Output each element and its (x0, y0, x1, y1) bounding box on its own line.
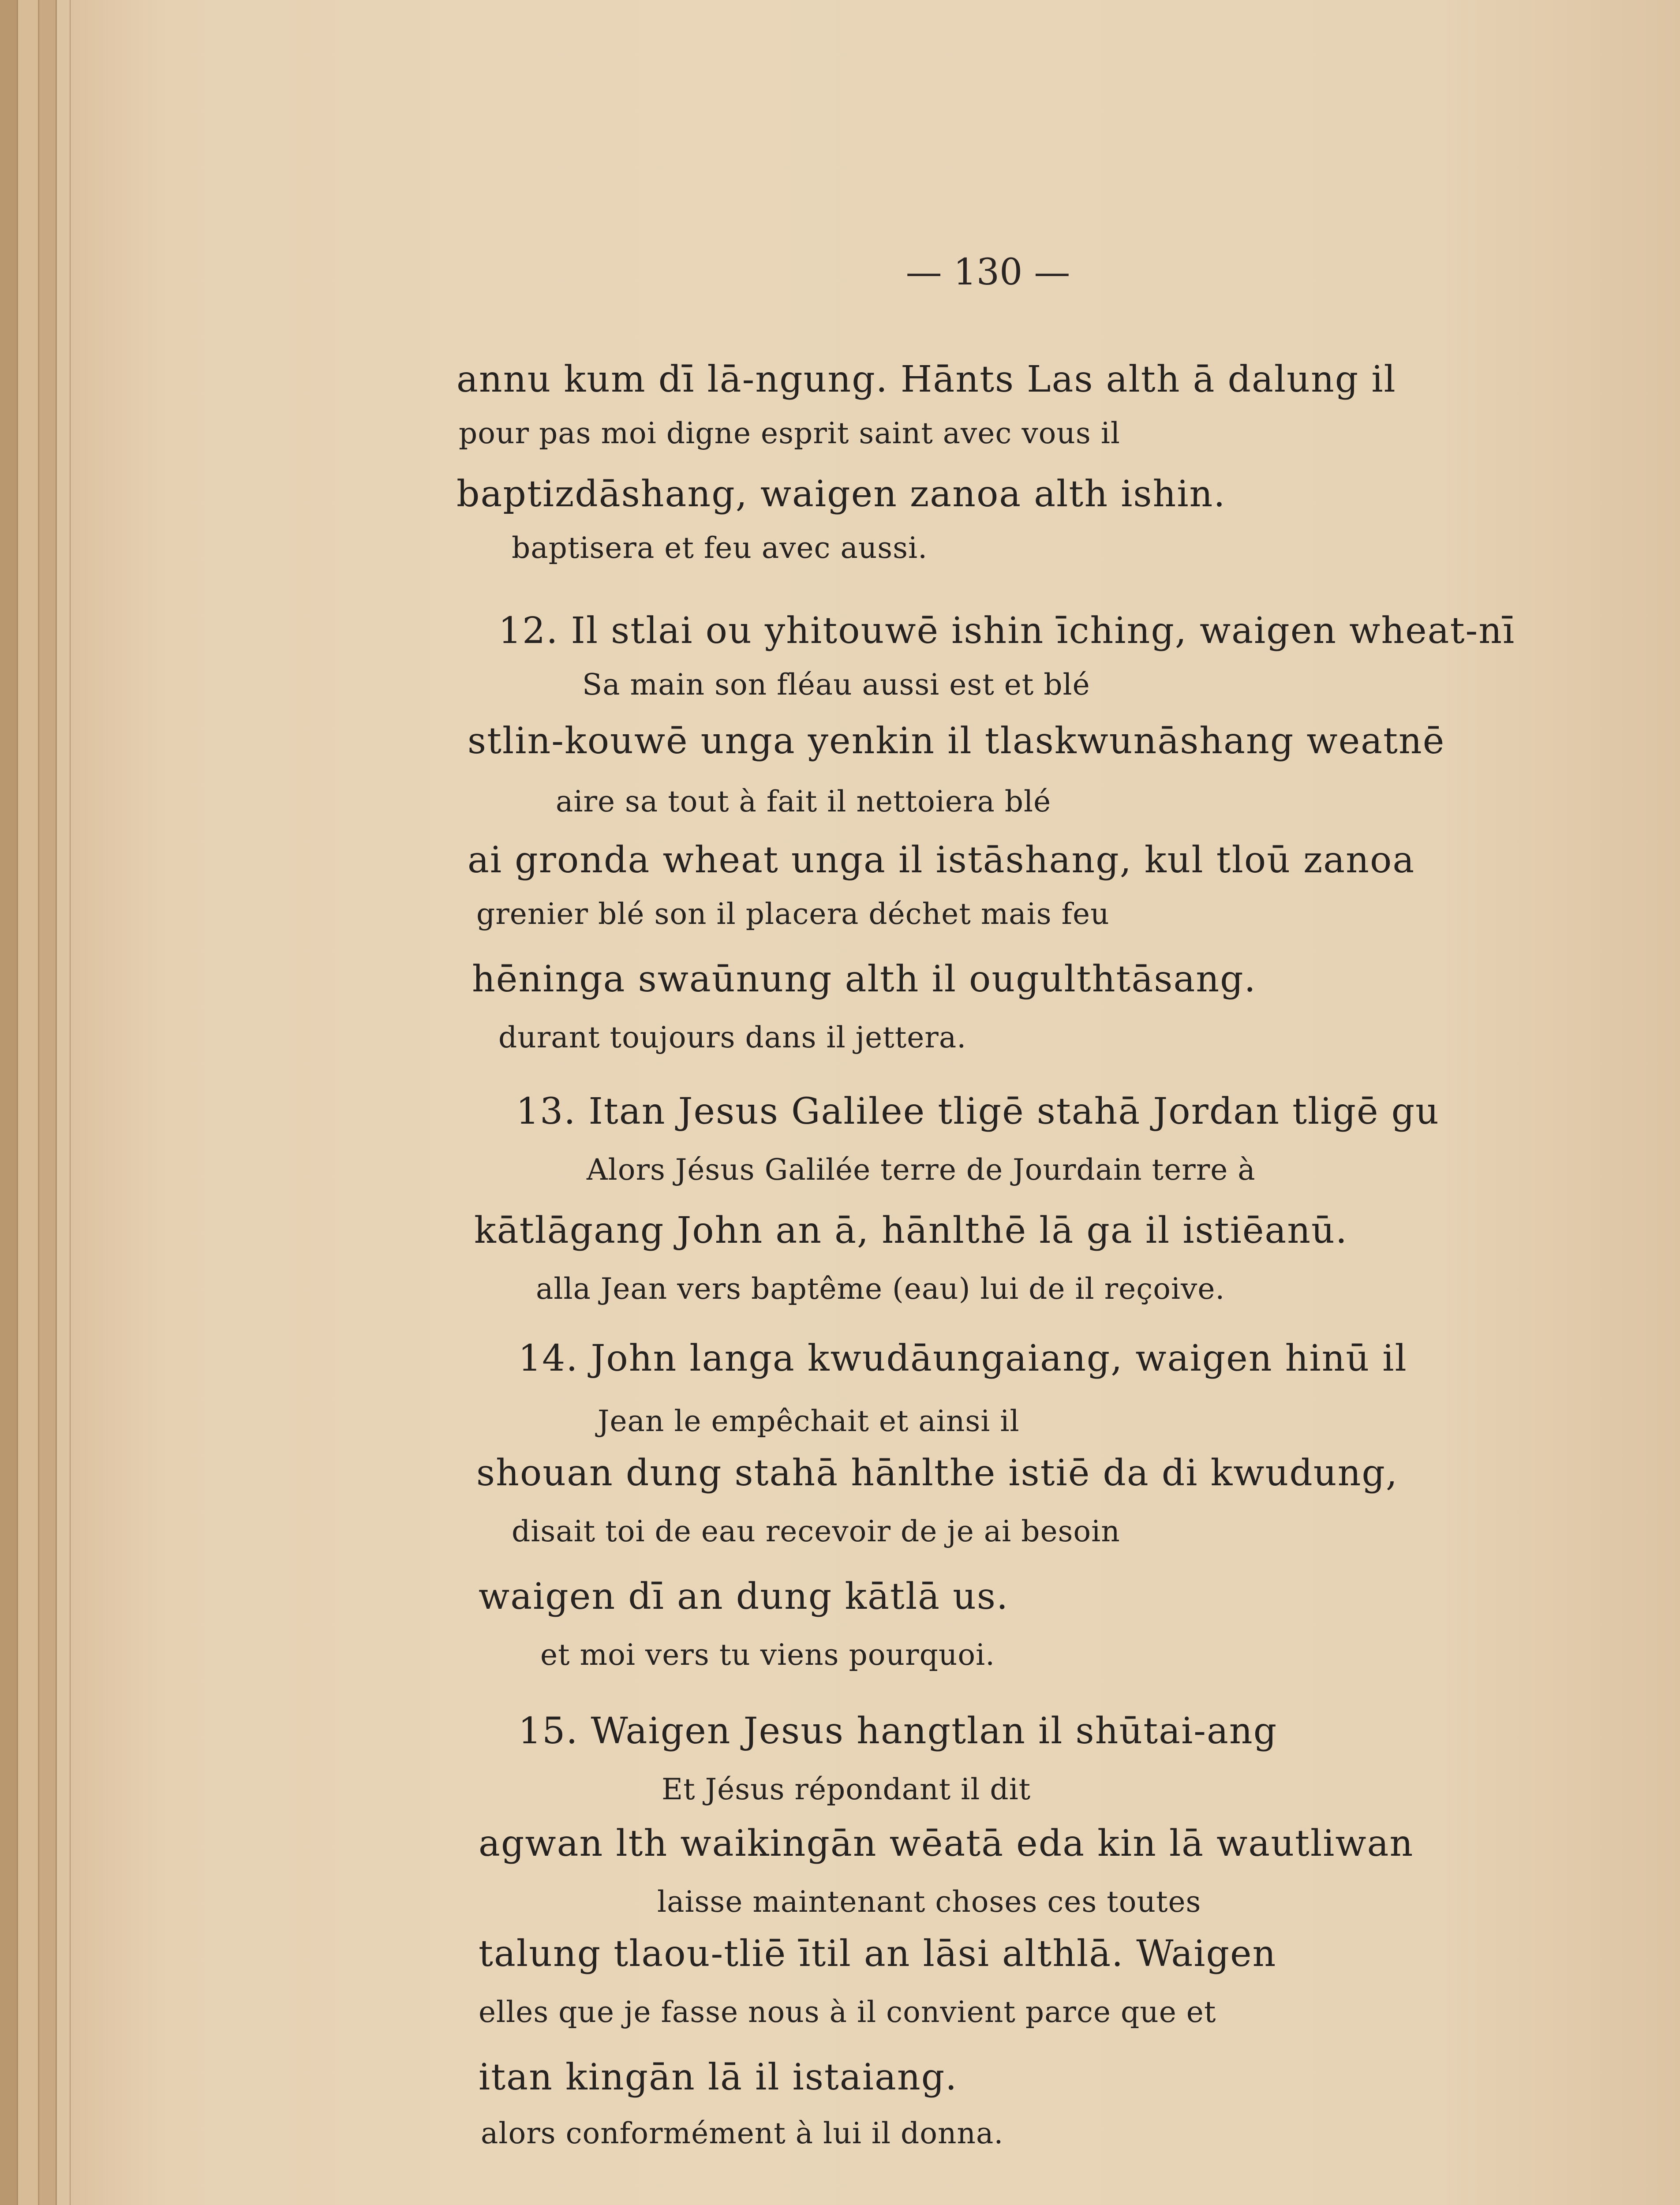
french-gloss: Et Jésus répondant il dit (662, 1772, 1031, 1806)
french-gloss: laisse maintenant choses ces toutes (657, 1885, 1201, 1919)
haida-line: talung tlaou-tliē ītil an lāsi althlā. Waigen (479, 1933, 1277, 1975)
page-number: — 130 — (905, 251, 1070, 293)
haida-line: 15. Waigen Jesus hangtlan il shūtai-ang (518, 1710, 1278, 1752)
french-gloss: elles que je fasse nous à il convient parce que et (479, 1995, 1216, 2029)
haida-line: 14. John langa kwudāungaiang, waigen hinū il (518, 1338, 1407, 1379)
haida-line: shouan dung stahā hānlthe istiē da di kwudung, (476, 1452, 1398, 1494)
haida-line: stlin-kouwē unga yenkin il tlaskwunāshang weatnē (468, 720, 1445, 762)
french-gloss: grenier blé son il placera déchet mais feu (476, 897, 1110, 931)
french-gloss: Sa main son fléau aussi est et blé (582, 668, 1090, 702)
haida-line: waigen dī an dung kātlā us. (479, 1576, 1009, 1618)
haida-line: 12. Il stlai ou yhitouwē ishin īching, waigen wheat-nī (498, 610, 1515, 652)
haida-line: 13. Itan Jesus Galilee tligē stahā Jordan tligē gu (516, 1091, 1440, 1132)
french-gloss: Alors Jésus Galilée terre de Jourdain terre à (587, 1153, 1256, 1187)
haida-line: itan kingān lā il istaiang. (479, 2056, 958, 2098)
haida-line: kātlāgang John an ā, hānlthē lā ga il istiēanū. (474, 1210, 1348, 1252)
french-gloss: durant toujours dans il jettera. (498, 1020, 967, 1054)
french-gloss: baptisera et feu avec aussi. (512, 531, 928, 565)
french-gloss: et moi vers tu viens pourquoi. (540, 1638, 995, 1672)
haida-line: baptizdāshang, waigen zanoa alth ishin. (456, 473, 1226, 515)
haida-line: hēninga swaūnung alth il ougulthtāsang. (472, 958, 1257, 1000)
french-gloss: alla Jean vers baptême (eau) lui de il reçoive. (536, 1272, 1225, 1306)
french-gloss: alors conformément à lui il donna. (481, 2116, 1004, 2150)
french-gloss: aire sa tout à fait il nettoiera blé (556, 785, 1051, 818)
french-gloss: pour pas moi digne esprit saint avec vous il (459, 416, 1120, 450)
french-gloss: disait toi de eau recevoir de je ai besoin (512, 1514, 1120, 1548)
french-gloss: Jean le empêchait et ainsi il (598, 1404, 1020, 1438)
haida-line: ai gronda wheat unga il istāshang, kul tloū zanoa (468, 839, 1415, 881)
haida-line: annu kum dī lā-ngung. Hānts Las alth ā dalung il (456, 359, 1396, 400)
haida-line: agwan lth waikingān wēatā eda kin lā wautliwan (479, 1823, 1414, 1865)
